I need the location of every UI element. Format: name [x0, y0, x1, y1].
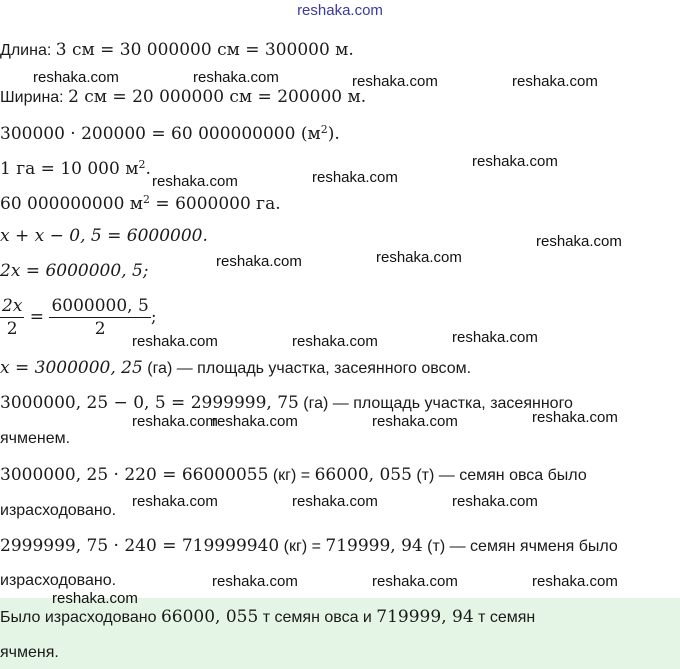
oats-seed-line: [0, 465, 587, 486]
answer-text-3: т семян: [473, 609, 536, 626]
equation-2x-line: 2x = 6000000, 5;: [0, 261, 149, 281]
barley-seed-kg: (кг) =: [279, 538, 326, 555]
barley-seed-expr: 2999999, 75 · 240 = 719999940: [0, 536, 280, 556]
fraction-left-num: 2x: [2, 296, 23, 316]
equation-line: x + x − 0, 5 = 6000000.: [0, 226, 208, 246]
area-end: ).: [327, 124, 340, 144]
watermark: reshaka.com: [312, 169, 398, 186]
barley-area-line: [0, 393, 573, 414]
area-sup: 2: [320, 123, 328, 136]
watermark: reshaka.com: [212, 573, 298, 590]
barley-seed-text: (т) — семян ячменя было: [422, 538, 618, 555]
watermark: reshaka.com: [352, 73, 438, 90]
answer-box: [0, 598, 680, 669]
site-title[interactable]: reshaka.com: [297, 2, 383, 19]
watermark: reshaka.com: [152, 173, 238, 190]
hectare-expr: 1 га = 10 000 м: [0, 159, 139, 179]
area-line: [0, 120, 340, 144]
hectare-end: .: [145, 159, 151, 179]
fraction-end: ;: [150, 307, 157, 327]
watermark: reshaka.com: [472, 153, 558, 170]
barley-seed-line: [0, 536, 618, 557]
fraction-right-den: 2: [94, 319, 106, 339]
answer-line-2: ячменя.: [0, 644, 59, 661]
watermark: reshaka.com: [132, 493, 218, 510]
oats-seed-expr: 3000000, 25 · 220 = 66000055: [0, 465, 269, 485]
watermark: reshaka.com: [536, 233, 622, 250]
watermark: reshaka.com: [33, 69, 119, 86]
width-value: 2 см = 20 000000 см = 200000 м.: [68, 87, 367, 107]
watermark: reshaka.com: [292, 333, 378, 350]
oats-seed-cont: израсходовано.: [0, 502, 117, 519]
barley-area-cont: ячменем.: [0, 430, 71, 447]
watermark: reshaka.com: [52, 590, 138, 607]
watermark: reshaka.com: [452, 493, 538, 510]
watermark: reshaka.com: [292, 493, 378, 510]
area-expr: 300000 · 200000 = 60 000000000 (м: [0, 124, 321, 144]
fraction-left: [0, 296, 24, 339]
oats-area-text: (га) — площадь участка, засеянного овсом.: [142, 360, 472, 377]
answer-line-1: [0, 607, 535, 627]
hectare-sup: 2: [138, 158, 146, 171]
width-line: [0, 87, 366, 108]
length-value: 3 см = 30 000000 см = 300000 м.: [55, 40, 354, 60]
oats-area-line: [0, 358, 471, 379]
length-line: [0, 40, 354, 61]
barley-seed-t: 719999, 94: [325, 536, 423, 556]
watermark: reshaka.com: [372, 413, 458, 430]
barley-seed-cont: израсходовано.: [0, 572, 117, 589]
watermark: reshaka.com: [132, 413, 218, 430]
convert-line: [0, 190, 281, 214]
oats-seed-kg: (кг) =: [268, 467, 315, 484]
convert-end: = 6000000 га.: [150, 194, 281, 214]
oats-seed-text: (т) — семян овса было: [411, 467, 587, 484]
length-label: Длина:: [0, 42, 56, 59]
watermark: reshaka.com: [212, 413, 298, 430]
answer-text-2: т семян овса и: [258, 609, 377, 626]
hectare-line: [0, 155, 151, 179]
fraction-left-den: 2: [6, 319, 18, 339]
barley-area-text: (га) — площадь участка, засеянного: [298, 395, 573, 412]
oats-area-expr: x = 3000000, 25: [0, 358, 143, 378]
convert-sup: 2: [143, 193, 151, 206]
convert-expr: 60 000000000 м: [0, 194, 144, 214]
watermark: reshaka.com: [376, 249, 462, 266]
watermark: reshaka.com: [532, 573, 618, 590]
answer-barley: 719999, 94: [376, 607, 474, 627]
answer-text-1: Было израсходовано: [0, 609, 161, 626]
barley-area-expr: 3000000, 25 − 0, 5 = 2999999, 75: [0, 393, 299, 413]
watermark: reshaka.com: [452, 329, 538, 346]
watermark: reshaka.com: [532, 409, 618, 426]
watermark: reshaka.com: [372, 573, 458, 590]
oats-seed-t: 66000, 055: [314, 465, 412, 485]
watermark: reshaka.com: [132, 333, 218, 350]
fraction-eq: =: [24, 307, 50, 327]
watermark: reshaka.com: [216, 253, 302, 270]
width-label: Ширина:: [0, 89, 69, 106]
watermark: reshaka.com: [512, 73, 598, 90]
watermark: reshaka.com: [193, 69, 279, 86]
answer-oats: 66000, 055: [160, 607, 259, 627]
fraction-right-num: 6000000, 5: [51, 296, 149, 316]
